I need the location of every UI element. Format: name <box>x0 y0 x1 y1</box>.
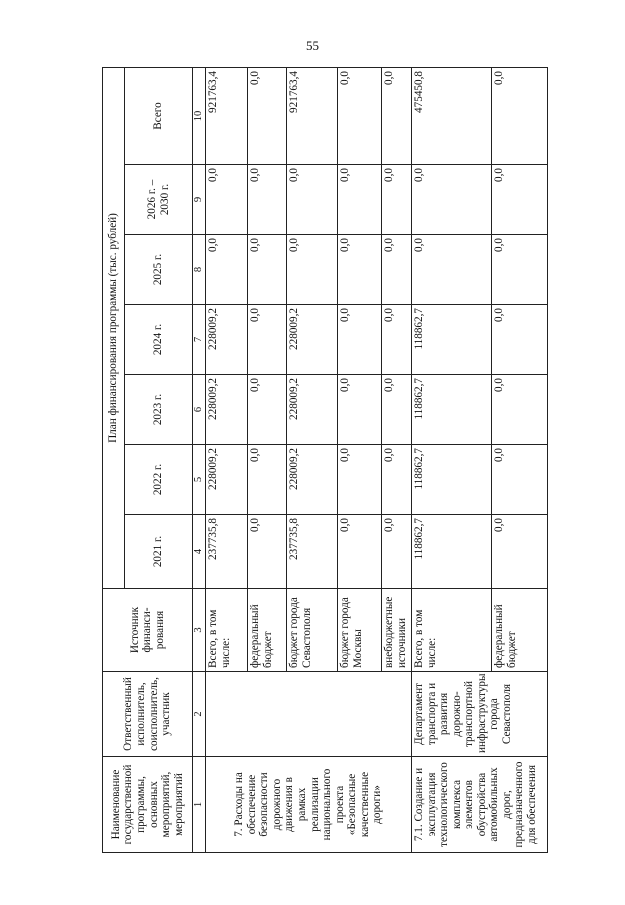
responsible-executor: Департамент транспорта и развития дорожно-транспортной инфраструктуры города Севастополя <box>412 672 548 757</box>
header-name: Наименование государственной программы, основных мероприятий, мероприятий <box>103 757 193 853</box>
header-year-2025: 2025 г. <box>125 235 193 305</box>
value-cell: 0,0 <box>248 305 287 375</box>
value-cell: 228009,2 <box>287 445 338 515</box>
funding-source: бюджет города Москвы <box>338 589 382 672</box>
funding-source: бюджет города Севастополя <box>287 589 338 672</box>
value-cell: 0,0 <box>382 165 412 235</box>
value-cell: 0,0 <box>206 235 248 305</box>
column-number: 6 <box>193 375 206 445</box>
header-year-2022: 2022 г. <box>125 445 193 515</box>
value-cell: 228009,2 <box>287 375 338 445</box>
header-year-2023: 2023 г. <box>125 375 193 445</box>
financing-plan-table <box>102 67 548 853</box>
value-cell: 0,0 <box>412 165 492 235</box>
value-cell: 237735,8 <box>287 515 338 589</box>
value-cell: 921763,4 <box>206 68 248 165</box>
value-cell: 0,0 <box>248 445 287 515</box>
value-cell: 0,0 <box>382 445 412 515</box>
column-number: 9 <box>193 165 206 235</box>
value-cell: 0,0 <box>248 375 287 445</box>
value-cell: 0,0 <box>248 165 287 235</box>
header-source: Источник финанси-рования <box>103 589 193 672</box>
value-cell: 0,0 <box>382 235 412 305</box>
value-cell: 0,0 <box>492 235 548 305</box>
responsible-executor <box>206 672 412 757</box>
value-cell: 0,0 <box>382 68 412 165</box>
value-cell: 228009,2 <box>206 445 248 515</box>
activity-name: 7.1. Создание и эксплуатация технологического комплекса элементов обустройства автомобильных дорог, предназначенного для обеспечения <box>412 757 548 853</box>
header-year-2024: 2024 г. <box>125 305 193 375</box>
activity-name: 7. Расходы на обеспечение безопасности дорожного движения в рамках реализации национального проекта «Безопасные качественные дороги» <box>206 757 412 853</box>
value-cell: 0,0 <box>248 515 287 589</box>
column-number: 2 <box>193 672 206 757</box>
header-year-2026-2030: 2026 г. – 2030 г. <box>125 165 193 235</box>
value-cell: 118862,7 <box>412 515 492 589</box>
column-number: 3 <box>193 589 206 672</box>
header-year-2021: 2021 г. <box>125 515 193 589</box>
value-cell: 0,0 <box>338 305 382 375</box>
funding-source: Всего, в том числе: <box>206 589 248 672</box>
funding-source: федеральный бюджет <box>248 589 287 672</box>
value-cell: 0,0 <box>492 445 548 515</box>
funding-source: внебюджетные источники <box>382 589 412 672</box>
column-number: 5 <box>193 445 206 515</box>
value-cell: 118862,7 <box>412 445 492 515</box>
value-cell: 475450,8 <box>412 68 492 165</box>
header-responsible: Ответственный исполнитель, соисполнитель, участник <box>103 672 193 757</box>
value-cell: 228009,2 <box>287 305 338 375</box>
funding-source: Всего, в том числе: <box>412 589 492 672</box>
value-cell: 0,0 <box>492 165 548 235</box>
value-cell: 0,0 <box>338 235 382 305</box>
column-number: 7 <box>193 305 206 375</box>
column-number: 1 <box>193 757 206 853</box>
value-cell: 0,0 <box>338 165 382 235</box>
value-cell: 0,0 <box>382 375 412 445</box>
value-cell: 921763,4 <box>287 68 338 165</box>
value-cell: 118862,7 <box>412 375 492 445</box>
column-number: 10 <box>193 68 206 165</box>
value-cell: 237735,8 <box>206 515 248 589</box>
value-cell: 0,0 <box>492 305 548 375</box>
table-row <box>412 68 492 853</box>
value-cell: 0,0 <box>248 68 287 165</box>
value-cell: 0,0 <box>338 68 382 165</box>
value-cell: 0,0 <box>248 235 287 305</box>
value-cell: 0,0 <box>338 375 382 445</box>
value-cell: 0,0 <box>412 235 492 305</box>
header-plan: План финансирования программы (тыс. рублей) <box>103 68 125 589</box>
header-total: Всего <box>125 68 193 165</box>
page-number: 55 <box>306 38 319 53</box>
funding-source: федеральный бюджет <box>492 589 548 672</box>
value-cell: 0,0 <box>338 515 382 589</box>
value-cell: 228009,2 <box>206 375 248 445</box>
value-cell: 0,0 <box>382 515 412 589</box>
value-cell: 0,0 <box>382 305 412 375</box>
table-row <box>206 68 248 853</box>
value-cell: 0,0 <box>492 515 548 589</box>
value-cell: 118862,7 <box>412 305 492 375</box>
value-cell: 0,0 <box>492 68 548 165</box>
value-cell: 0,0 <box>492 375 548 445</box>
value-cell: 0,0 <box>206 165 248 235</box>
value-cell: 0,0 <box>338 445 382 515</box>
value-cell: 228009,2 <box>206 305 248 375</box>
column-number: 4 <box>193 515 206 589</box>
value-cell: 0,0 <box>287 235 338 305</box>
value-cell: 0,0 <box>287 165 338 235</box>
column-number: 8 <box>193 235 206 305</box>
financing-table-rotated <box>102 68 538 853</box>
